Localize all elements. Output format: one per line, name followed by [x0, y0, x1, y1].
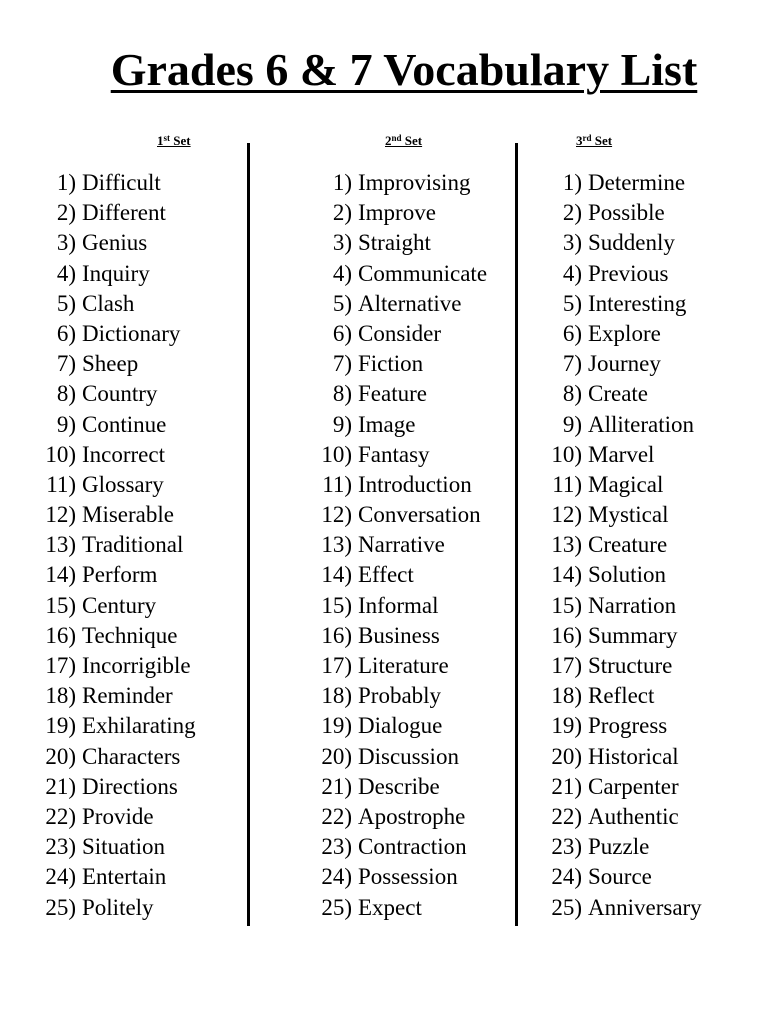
item-number: 5): [56, 290, 76, 316]
vocabulary-word: Directions: [82, 773, 178, 799]
vocabulary-word: Marvel: [588, 441, 655, 467]
set-header-ordinal: st: [163, 133, 170, 143]
vocabulary-list-item: [306, 470, 487, 500]
item-number: 20): [321, 743, 352, 769]
vocabulary-word: Interesting: [588, 290, 687, 316]
set-header-word: Set: [591, 133, 613, 148]
vocabulary-word: Business: [358, 622, 440, 648]
vocabulary-list-item: [30, 591, 196, 621]
item-number: 24): [45, 864, 76, 890]
vocabulary-word: Historical: [588, 743, 679, 769]
item-number: 21): [321, 773, 352, 799]
vocabulary-list-item: [30, 379, 196, 409]
vocabulary-word: Effect: [358, 562, 414, 588]
item-number: 19): [45, 713, 76, 739]
item-number: 1): [332, 170, 352, 195]
vocabulary-list-item: [30, 772, 196, 802]
item-number: 19): [321, 713, 352, 739]
vocabulary-list-item: [30, 893, 196, 923]
vocabulary-word: Progress: [588, 713, 668, 739]
vocabulary-word: Narration: [588, 592, 677, 618]
vocabulary-word: Suddenly: [588, 230, 675, 256]
vocabulary-word: Image: [358, 411, 416, 437]
vocabulary-word: Solution: [588, 562, 666, 588]
vocabulary-word: Carpenter: [588, 773, 679, 799]
vocabulary-list-item: [536, 591, 702, 621]
item-number: 9): [56, 411, 76, 437]
vocabulary-list-item: [536, 289, 702, 319]
vocabulary-list-item: [306, 711, 487, 741]
vocabulary-word: Narrative: [358, 532, 445, 558]
vocabulary-list-item: [30, 259, 196, 289]
item-number: 8): [332, 381, 352, 407]
item-number: 3): [56, 230, 76, 256]
item-number: 22): [321, 803, 352, 829]
vocabulary-word: Entertain: [82, 864, 167, 890]
item-number: 2): [562, 200, 582, 226]
item-number: 4): [332, 260, 352, 286]
item-number: 10): [45, 441, 76, 467]
vocabulary-list-item: [30, 711, 196, 741]
vocabulary-list-item: [306, 591, 487, 621]
page-title: [0, 44, 768, 96]
vocabulary-list-item: [30, 289, 196, 319]
vocabulary-list-item: [536, 862, 702, 892]
item-number: 23): [45, 834, 76, 860]
vocabulary-word: Informal: [358, 592, 439, 618]
vocabulary-list-item: [30, 651, 196, 681]
item-number: 4): [56, 260, 76, 286]
vocabulary-list-item: [536, 893, 702, 923]
vocabulary-list-item: [536, 259, 702, 289]
vocabulary-word: Apostrophe: [358, 803, 466, 829]
vocabulary-list-item: [30, 410, 196, 440]
item-number: 22): [551, 803, 582, 829]
vocabulary-list-item: [536, 772, 702, 802]
vocabulary-list-item: [30, 198, 196, 228]
item-number: 20): [45, 743, 76, 769]
vocabulary-list-item: [306, 560, 487, 590]
vocabulary-list-item: [536, 802, 702, 832]
vocabulary-word: Exhilarating: [82, 713, 196, 739]
vocabulary-list-item: [536, 470, 702, 500]
vocabulary-list-item: [306, 500, 487, 530]
vocabulary-word: Dialogue: [358, 713, 443, 739]
vocabulary-list-item: [306, 862, 487, 892]
vocabulary-word: Century: [82, 592, 157, 618]
vocabulary-word: Continue: [82, 411, 167, 437]
vocabulary-word: Anniversary: [588, 894, 702, 920]
vocabulary-list-item: [306, 651, 487, 681]
item-number: 4): [562, 260, 582, 286]
vocabulary-word: Describe: [358, 773, 440, 799]
vocabulary-word: Incorrect: [82, 441, 165, 467]
item-number: 11): [552, 471, 582, 497]
vocabulary-word: Alternative: [358, 290, 462, 316]
vocabulary-word: Improvising: [358, 170, 471, 195]
vocabulary-list-item: [306, 259, 487, 289]
vocabulary-list-item: [306, 379, 487, 409]
vocabulary-list-item: [536, 349, 702, 379]
item-number: 16): [321, 622, 352, 648]
item-number: 22): [45, 803, 76, 829]
item-number: 2): [332, 200, 352, 226]
vocabulary-list-item: [30, 168, 196, 198]
item-number: 18): [551, 683, 582, 709]
vocabulary-word: Country: [82, 381, 158, 407]
item-number: 23): [551, 834, 582, 860]
vocabulary-word: Discussion: [358, 743, 459, 769]
item-number: 7): [562, 351, 582, 377]
vocabulary-word: Situation: [82, 834, 166, 860]
item-number: 14): [321, 562, 352, 588]
vocabulary-list-item: [306, 198, 487, 228]
item-number: 3): [562, 230, 582, 256]
vocabulary-list-item: [536, 500, 702, 530]
vocabulary-word: Probably: [358, 683, 442, 709]
item-number: 14): [551, 562, 582, 588]
vocabulary-word: Determine: [588, 170, 686, 195]
vocabulary-word: Authentic: [588, 803, 679, 829]
item-number: 16): [45, 622, 76, 648]
vocabulary-list-item: [306, 802, 487, 832]
vocabulary-list-item: [306, 621, 487, 651]
vocabulary-list-item: [536, 228, 702, 258]
vocabulary-list-item: [536, 198, 702, 228]
set-header-word: Set: [170, 133, 191, 148]
item-number: 16): [551, 622, 582, 648]
vocabulary-word: Reflect: [588, 683, 655, 709]
item-number: 12): [45, 502, 76, 528]
vocabulary-word: Provide: [82, 803, 154, 829]
vocabulary-word: Fiction: [358, 351, 424, 377]
vocabulary-list-item: [306, 530, 487, 560]
item-number: 5): [332, 290, 352, 316]
vocabulary-word: Difficult: [82, 170, 161, 195]
vocabulary-list-item: [30, 560, 196, 590]
item-number: 20): [551, 743, 582, 769]
item-number: 24): [321, 864, 352, 890]
vocabulary-list-item: [536, 530, 702, 560]
vocabulary-list-item: [30, 319, 196, 349]
vocabulary-list-item: [30, 862, 196, 892]
item-number: 15): [321, 592, 352, 618]
word-list-set-2: [306, 168, 487, 923]
vocabulary-list-item: [30, 228, 196, 258]
item-number: 13): [321, 532, 352, 558]
item-number: 18): [45, 683, 76, 709]
vocabulary-list-item: [306, 319, 487, 349]
vocabulary-list-item: [30, 742, 196, 772]
vocabulary-list-item: [30, 349, 196, 379]
item-number: 8): [56, 381, 76, 407]
vocabulary-list-item: [306, 772, 487, 802]
vocabulary-word: Inquiry: [82, 260, 150, 286]
vocabulary-list-item: [536, 742, 702, 772]
vocabulary-word: Expect: [358, 894, 422, 920]
vocabulary-word: Journey: [588, 351, 661, 377]
item-number: 7): [56, 351, 76, 377]
vocabulary-list-item: [536, 410, 702, 440]
set-header-ordinal: rd: [582, 133, 592, 143]
vocabulary-list-item: [536, 651, 702, 681]
vocabulary-word: Consider: [358, 320, 442, 346]
item-number: 23): [321, 834, 352, 860]
vocabulary-word: Possible: [588, 200, 665, 226]
item-number: 12): [321, 502, 352, 528]
item-number: 11): [46, 471, 76, 497]
column-divider-left: [247, 143, 250, 926]
vocabulary-list-item: [30, 802, 196, 832]
item-number: 8): [562, 381, 582, 407]
vocabulary-word: Contraction: [358, 834, 467, 860]
vocabulary-list-item: [306, 440, 487, 470]
item-number: 17): [551, 653, 582, 678]
vocabulary-list-item: [536, 681, 702, 711]
set-header-number: 3: [576, 133, 583, 148]
set-header-1: [157, 133, 191, 149]
vocabulary-word: Create: [588, 381, 649, 407]
vocabulary-word: Incorrigible: [82, 653, 191, 678]
word-list-set-3: [536, 168, 702, 923]
vocabulary-word: Dictionary: [82, 320, 181, 346]
vocabulary-list-item: [536, 379, 702, 409]
vocabulary-list-item: [306, 289, 487, 319]
vocabulary-list-item: [536, 560, 702, 590]
vocabulary-word: Literature: [358, 653, 449, 678]
set-header-ordinal: nd: [391, 133, 402, 143]
item-number: 1): [562, 170, 582, 195]
item-number: 19): [551, 713, 582, 739]
vocabulary-word: Creature: [588, 532, 668, 558]
vocabulary-word: Previous: [588, 260, 669, 286]
item-number: 12): [551, 502, 582, 528]
set-header-number: 2: [385, 133, 392, 148]
vocabulary-word: Conversation: [358, 502, 481, 528]
vocabulary-list-item: [30, 832, 196, 862]
vocabulary-word: Puzzle: [588, 834, 650, 860]
vocabulary-list-item: [30, 440, 196, 470]
vocabulary-list-item: [30, 681, 196, 711]
item-number: 6): [56, 320, 76, 346]
item-number: 7): [332, 351, 352, 377]
vocabulary-list-item: [306, 168, 487, 198]
item-number: 25): [551, 894, 582, 920]
vocabulary-list-item: [306, 228, 487, 258]
vocabulary-word: Glossary: [82, 471, 164, 497]
vocabulary-list-item: [306, 742, 487, 772]
item-number: 17): [321, 653, 352, 678]
set-header-3: [576, 133, 612, 149]
item-number: 3): [332, 230, 352, 256]
word-list-set-1: [30, 168, 196, 923]
item-number: 10): [551, 441, 582, 467]
column-divider-right: [515, 143, 518, 926]
item-number: 13): [45, 532, 76, 558]
vocabulary-word: Structure: [588, 653, 673, 678]
vocabulary-word: Politely: [82, 894, 154, 920]
item-number: 5): [562, 290, 582, 316]
vocabulary-word: Explore: [588, 320, 661, 346]
vocabulary-list-item: [306, 349, 487, 379]
vocabulary-word: Perform: [82, 562, 158, 588]
vocabulary-list-item: [306, 893, 487, 923]
vocabulary-list-item: [30, 500, 196, 530]
vocabulary-word: Genius: [82, 230, 148, 256]
vocabulary-word: Communicate: [358, 260, 488, 286]
item-number: 10): [321, 441, 352, 467]
vocabulary-list-item: [30, 530, 196, 560]
set-header-2: [385, 133, 422, 149]
item-number: 13): [551, 532, 582, 558]
vocabulary-word: Different: [82, 200, 166, 226]
vocabulary-list-item: [30, 470, 196, 500]
item-number: 18): [321, 683, 352, 709]
item-number: 6): [562, 320, 582, 346]
vocabulary-word: Mystical: [588, 502, 669, 528]
vocabulary-word: Miserable: [82, 502, 174, 528]
vocabulary-word: Source: [588, 864, 652, 890]
vocabulary-list-item: [536, 168, 702, 198]
vocabulary-word: Clash: [82, 290, 135, 316]
vocabulary-list-item: [306, 410, 487, 440]
vocabulary-word: Characters: [82, 743, 181, 769]
vocabulary-list-item: [536, 319, 702, 349]
page-title-text: Grades 6 & 7 Vocabulary List: [110, 44, 698, 95]
set-header-number: 1: [157, 133, 164, 148]
item-number: 21): [551, 773, 582, 799]
item-number: 15): [45, 592, 76, 618]
vocabulary-list-item: [306, 832, 487, 862]
item-number: 24): [551, 864, 582, 890]
vocabulary-list-item: [536, 832, 702, 862]
vocabulary-word: Fantasy: [358, 441, 430, 467]
vocabulary-word: Technique: [82, 622, 178, 648]
vocabulary-word: Straight: [358, 230, 431, 256]
vocabulary-word: Possession: [358, 864, 458, 890]
item-number: 1): [56, 170, 76, 195]
vocabulary-word: Magical: [588, 471, 664, 497]
vocabulary-word: Introduction: [358, 471, 472, 497]
item-number: 25): [45, 894, 76, 920]
item-number: 11): [322, 471, 352, 497]
vocabulary-word: Reminder: [82, 683, 173, 709]
vocabulary-word: Sheep: [82, 351, 139, 377]
item-number: 25): [321, 894, 352, 920]
item-number: 2): [56, 200, 76, 226]
item-number: 9): [332, 411, 352, 437]
vocabulary-word: Traditional: [82, 532, 184, 558]
vocabulary-list-item: [30, 621, 196, 651]
vocabulary-word: Summary: [588, 622, 678, 648]
vocabulary-list-item: [536, 440, 702, 470]
set-header-word: Set: [401, 133, 423, 148]
item-number: 21): [45, 773, 76, 799]
item-number: 9): [562, 411, 582, 437]
item-number: 14): [45, 562, 76, 588]
vocabulary-word: Improve: [358, 200, 436, 226]
item-number: 6): [332, 320, 352, 346]
vocabulary-word: Feature: [358, 381, 427, 407]
item-number: 15): [551, 592, 582, 618]
vocabulary-word: Alliteration: [588, 411, 695, 437]
vocabulary-list-item: [536, 711, 702, 741]
vocabulary-list-item: [536, 621, 702, 651]
vocabulary-list-item: [306, 681, 487, 711]
item-number: 17): [45, 653, 76, 678]
